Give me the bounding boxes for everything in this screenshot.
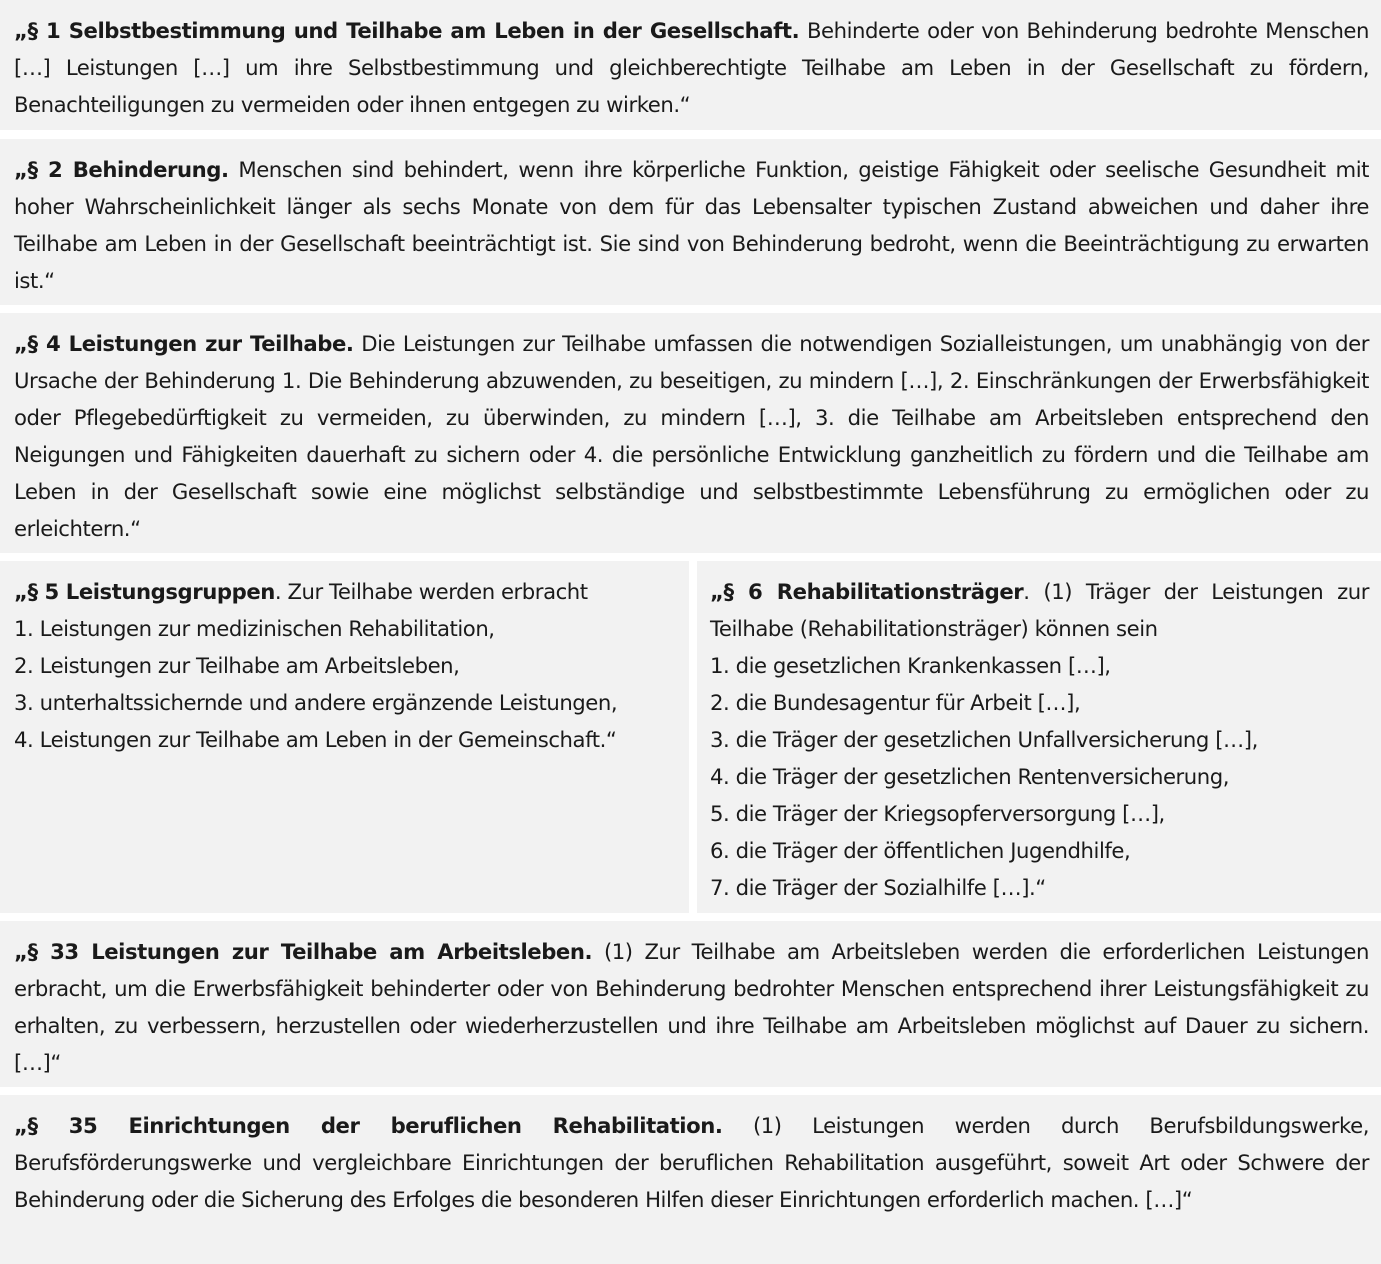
- paragraph-35-text: [14, 1107, 1369, 1218]
- paragraph-1-text: [14, 12, 1369, 123]
- paragraph-5-list-item: 1. Leistungen zur medizinischen Rehabilitation,: [14, 616, 495, 641]
- paragraph-6-heading: „§ 6 Rehabilitationsträger: [710, 579, 1024, 604]
- section-paragraph-35: [0, 1095, 1381, 1264]
- paragraph-5-list-item: 2. Leistungen zur Teilhabe am Arbeitsleben,: [14, 653, 460, 678]
- paragraph-5-list-item: 4. Leistungen zur Teilhabe am Leben in der Gemeinschaft.“: [14, 727, 617, 752]
- paragraph-6-list-item: 6. die Träger der öffentlichen Jugendhilfe,: [710, 838, 1131, 863]
- section-paragraph-5: [0, 561, 689, 913]
- paragraph-6-list-item: 7. die Träger der Sozialhilfe […].“: [710, 875, 1046, 900]
- section-paragraph-6: [697, 561, 1381, 913]
- paragraph-6-intro: . (1) Träger der Leistungen zur Teilhabe (Rehabilitationsträger) können sein: [710, 579, 1369, 641]
- paragraph-5-intro: . Zur Teilhabe werden erbracht: [274, 579, 588, 604]
- section-paragraph-2: [0, 139, 1381, 305]
- section-paragraph-4: [0, 313, 1381, 553]
- paragraph-5-intro-line: [14, 573, 677, 610]
- paragraph-6-list-item: 3. die Träger der gesetzlichen Unfallversicherung […],: [710, 727, 1258, 752]
- paragraph-4-body: Die Leistungen zur Teilhabe umfassen die notwendigen Sozialleistungen, um unabhängig von der Ursache der Behinderung 1. Die Behinderung abzuwenden, zu beseitigen, zu mindern […], 2. Einschränkungen der Erwerbsfähigkeit oder Pflegebedürftigkeit zu vermeiden, zu überwinden, zu mindern […], 3. die Teilhabe am Arbeitsleben entsprechend den Neigungen und Fähigkeiten dauerhaft zu sichern oder 4. die persönliche Entwicklung ganzheitlich zu fördern und die Teilhabe am Leben in der Gesellschaft sowie eine möglichst selbständige und selbstbestimmte Lebensführung zu ermöglichen oder zu erleichtern.“: [14, 331, 1369, 541]
- paragraph-4-heading: „§ 4 Leistungen zur Teilhabe.: [14, 331, 354, 356]
- paragraph-35-heading: „§ 35 Einrichtungen der beruflichen Rehabilitation.: [14, 1113, 723, 1138]
- paragraph-6-intro-line: [710, 573, 1369, 647]
- paragraph-5-list-item: 3. unterhaltssichernde und andere ergänzende Leistungen,: [14, 690, 618, 715]
- paragraph-5-heading: „§ 5 Leistungsgruppen: [14, 579, 275, 604]
- paragraph-33-body: (1) Zur Teilhabe am Arbeitsleben werden die erforderlichen Leistungen erbracht, um die Erwerbsfähigkeit behinderter oder von Behinderung bedrohter Menschen entsprechend ihrer Leistungsfähigkeit zu erhalten, zu verbessern, herzustellen oder wiederherzustellen und ihre Teilhabe am Arbeitsleben möglichst auf Dauer zu sichern. […]“: [14, 939, 1369, 1075]
- paragraph-4-text: [14, 325, 1369, 547]
- paragraph-35-body: (1) Leistungen werden durch Berufsbildungswerke, Berufsförderungswerke und vergleichbare Einrichtungen der beruflichen Rehabilitation ausgeführt, soweit Art oder Schwere der Behinderung oder die Sicherung des Erfolges die besonderen Hilfen dieser Einrichtungen erforderlich machen. […]“: [14, 1113, 1369, 1212]
- paragraph-1-body: Behinderte oder von Behinderung bedrohte Menschen […] Leistungen […] um ihre Selbstbestimmung und gleichberechtigte Teilhabe am Leben in der Gesellschaft zu fördern, Benachteiligungen zu vermeiden oder ihnen entgegen zu wirken.“: [14, 18, 1369, 117]
- paragraph-6-list-item: 2. die Bundesagentur für Arbeit […],: [710, 690, 1081, 715]
- paragraph-33-heading: „§ 33 Leistungen zur Teilhabe am Arbeitsleben.: [14, 939, 593, 964]
- section-paragraph-1: [0, 0, 1381, 130]
- paragraph-33-text: [14, 933, 1369, 1081]
- paragraph-6-list-item: 4. die Träger der gesetzlichen Rentenversicherung,: [710, 764, 1230, 789]
- paragraph-6-list-item: 1. die gesetzlichen Krankenkassen […],: [710, 653, 1111, 678]
- paragraph-2-text: [14, 151, 1369, 299]
- section-paragraph-33: [0, 921, 1381, 1087]
- paragraph-2-body: Menschen sind behindert, wenn ihre körperliche Funktion, geistige Fähigkeit oder seelische Gesundheit mit hoher Wahrscheinlichkeit länger als sechs Monate von dem für das Lebensalter typischen Zustand abweichen und daher ihre Teilhabe am Leben in der Gesellschaft beeinträchtigt ist. Sie sind von Behinderung bedroht, wenn die Beeinträchtigung zu erwarten ist.“: [14, 157, 1369, 293]
- paragraph-2-heading: „§ 2 Behinderung.: [14, 157, 229, 182]
- paragraph-1-heading: „§ 1 Selbstbestimmung und Teilhabe am Leben in der Gesellschaft.: [14, 18, 800, 43]
- paragraph-6-list-item: 5. die Träger der Kriegsopferversorgung […],: [710, 801, 1165, 826]
